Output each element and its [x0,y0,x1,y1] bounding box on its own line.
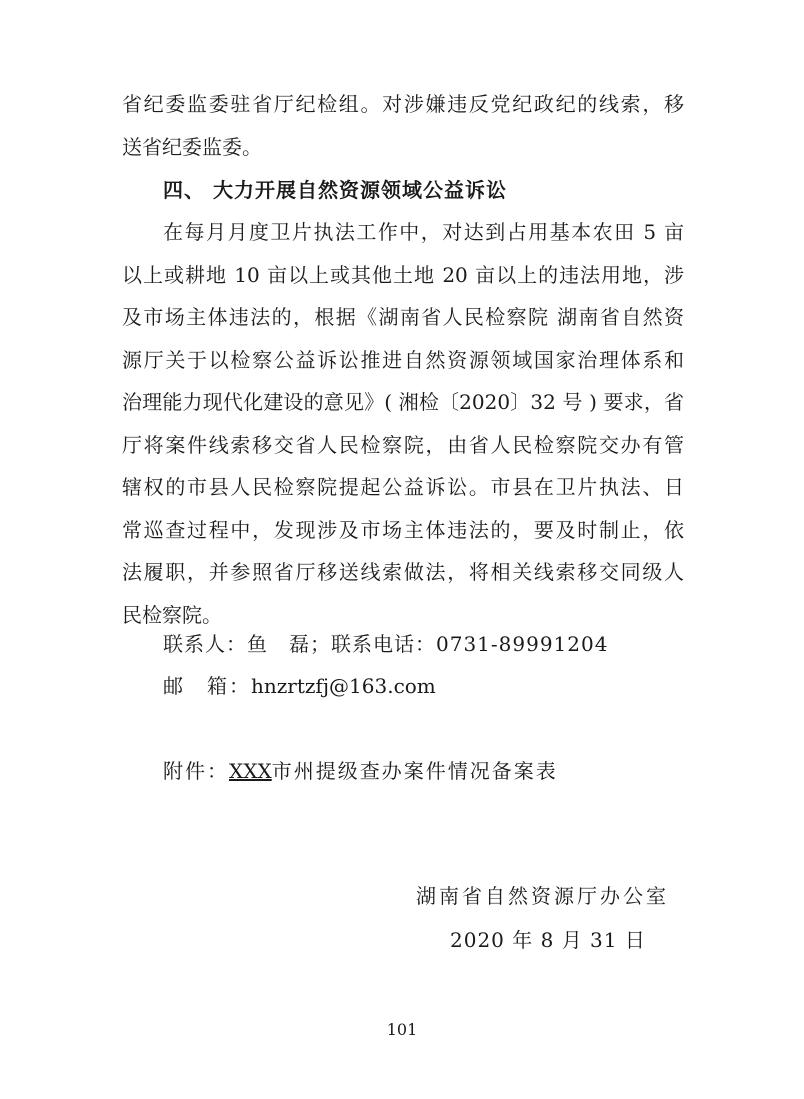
body-line: 送省纪委监委。 [122,135,262,159]
contact-line: 联系人：鱼 磊；联系电话：0731-89991204 [163,632,609,656]
page-number: 101 [386,1020,418,1039]
paragraph-line: 以上或耕地 10 亩以上或其他土地 20 亩以上的违法用地，涉 [122,263,684,287]
signature-org: 湖南省自然资源厅办公室 [416,884,669,908]
email-line [163,672,684,700]
attachment-placeholder: XXX [229,759,272,783]
paragraph-line: 治理能力现代化建设的意见》( 湘检〔2020〕32 号 ) 要求，省 [122,390,684,414]
attachment-line [163,757,684,785]
paragraph-line: 常巡查过程中，发现涉及市场主体违法的，要及时制止，依 [122,518,684,542]
paragraph-line: 在每月月度卫片执法工作中，对达到占用基本农田 5 亩 [163,220,684,244]
attachment-title: 市州提级查办案件情况备案表 [271,759,558,783]
paragraph-line: 厅将案件线索移交省人民检察院，由省人民检察院交办有管 [122,433,684,457]
body-line: 省纪委监委驻省厅纪检组。对涉嫌违反党纪政纪的线索，移 [122,92,684,116]
email-address: hnzrtzfj@163.com [251,674,436,698]
paragraph-line: 法履职，并参照省厅移送线索做法，将相关线索移交同级人 [122,560,684,584]
signature-date: 2020 年 8 月 31 日 [450,928,646,952]
attachment-label: 附件： [163,759,229,783]
paragraph-line: 及市场主体违法的，根据《湖南省人民检察院 湖南省自然资 [122,305,684,329]
section-heading: 四、 大力开展自然资源领域公益诉讼 [163,178,507,202]
paragraph-line: 辖权的市县人民检察院提起公益诉讼。市县在卫片执法、日 [122,475,684,499]
paragraph-line: 源厅关于以检察公益诉讼推进自然资源领域国家治理体系和 [122,348,684,372]
email-label: 邮 箱： [163,674,251,698]
paragraph-line: 民检察院。 [122,603,222,627]
